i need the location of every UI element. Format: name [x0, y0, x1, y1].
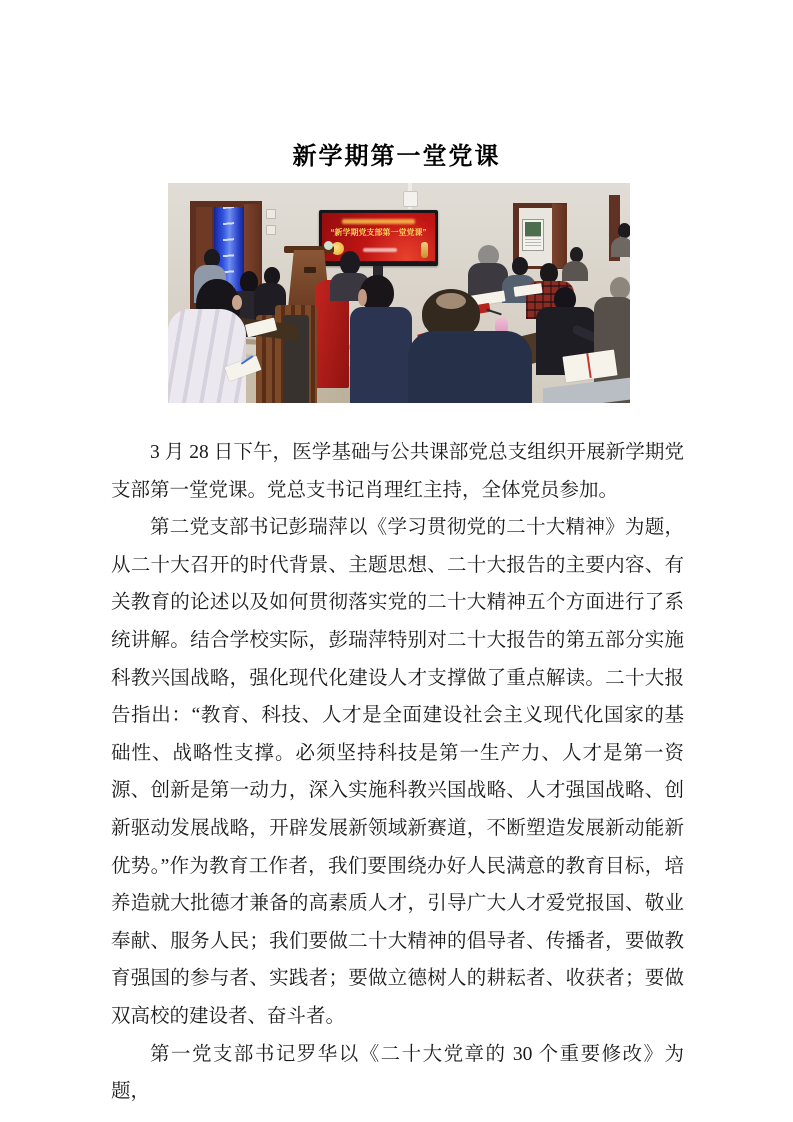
- attendee-head: [512, 257, 528, 275]
- slide-dateline-blur: [363, 248, 397, 252]
- paragraph-2: 第二党支部书记彭瑞萍以《学习贯彻党的二十大精神》为题，从二十大召开的时代背景、主题思想、二十大报告的主要内容、有关教育的论述以及如何贯彻落实党的二十大精神五个方面进行了系统讲解。结合学校实际，彭瑞萍特别对二十大报告的第五部分实施科教兴国战略，强化现代化建设人才支撑做了重点解读。二十大报告指出：“教育、科技、人才是全面建设社会主义现代化国家的基础性、战略性支撑。必须坚持科技是第一生产力、人才是第一资源、创新是第一动力，深入实施科教兴国战略、人才强国战略、创新驱动发展战略，开辟发展新领域新赛道，不断塑造发展新动能新优势。”作为教育工作者，我们要围绕办好人民满意的教育目标，培养造就大批德才兼备的高素质人才，引导广大人才爱党报国、敬业奉献、服务人民；我们要做二十大精神的倡导者、传播者，要做教育强国的参与者、实践者；要做立德树人的耕耘者、收获者；要做双高校的建设者、奋斗者。: [111, 517, 684, 1027]
- navy-zip-jacket-man: [350, 307, 412, 403]
- attendee-head: [618, 223, 630, 238]
- attendee-far-right-top: [611, 237, 630, 257]
- poster-image: [525, 222, 541, 236]
- foreground-man-crown: [436, 293, 466, 309]
- presentation-screen: [319, 210, 438, 266]
- attendee-far-back: [562, 261, 588, 281]
- attendee-head: [340, 251, 360, 275]
- slide-title: “新学期党支部第一堂党课”: [330, 228, 427, 237]
- foreground-navy-sweater-man: [408, 331, 532, 403]
- light-switch: [266, 209, 276, 219]
- paragraph-3: 第一党支部书记罗华以《二十大党章的 30 个重要修改》为题，: [111, 1043, 684, 1103]
- poster-text-lines: [525, 236, 541, 248]
- wall-sensor-box: [403, 191, 418, 207]
- checkered-shirt-man-head: [540, 263, 558, 283]
- wall-poster: [522, 219, 544, 251]
- slide-subtitle-blur: [342, 219, 414, 224]
- podium-logo: [304, 267, 316, 273]
- article-body: [111, 434, 684, 1111]
- white-puffy-jacket-woman: [168, 309, 246, 403]
- grey-table-edge: [543, 378, 630, 403]
- attendee-head: [570, 247, 583, 262]
- right-door-leaf: [552, 203, 567, 268]
- light-switch: [266, 225, 276, 235]
- white-jacket-woman-face: [232, 295, 242, 310]
- page-title: 新学期第一堂党课: [292, 143, 501, 171]
- paragraph-1: 3 月 28 日下午，医学基础与公共课部党总支组织开展新学期党支部第一堂党课。党总支书记肖理红主持，全体党员参加。: [111, 442, 684, 501]
- podium-plant: [324, 241, 333, 250]
- slide-red-background: [322, 213, 435, 261]
- navy-man-face: [358, 289, 367, 306]
- gold-statue-graphic: [421, 242, 428, 258]
- far-right-attendee-head: [610, 277, 630, 299]
- meeting-photo: [168, 183, 630, 403]
